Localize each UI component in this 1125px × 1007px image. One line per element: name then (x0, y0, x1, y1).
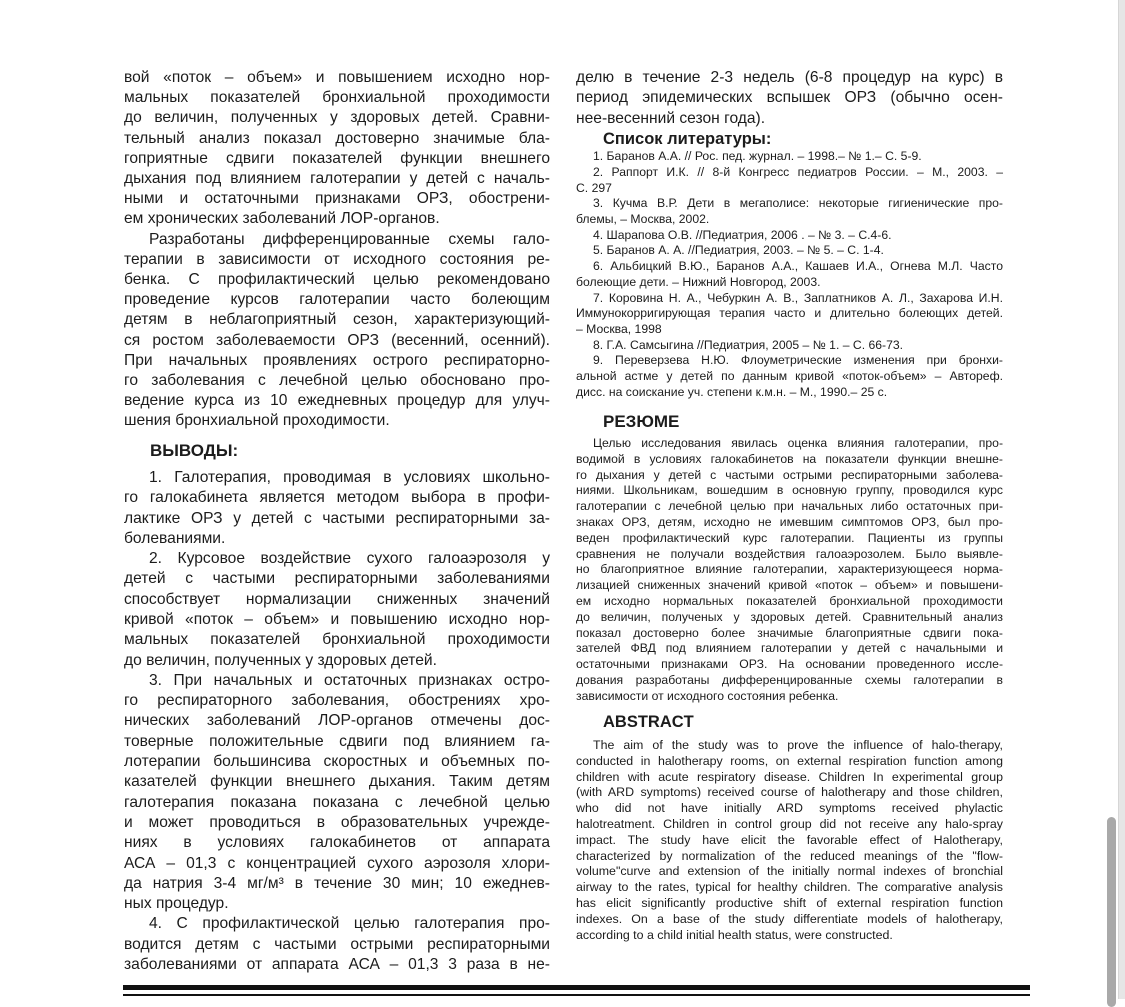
abstract-text (576, 738, 1003, 943)
references-list (576, 149, 1003, 400)
text-line: тельный анализ показал достоверно значимые бла- (124, 129, 550, 147)
text-line: has elicit significantly productive shift of external respiration function (576, 895, 1003, 910)
text-line: болеваниями. (124, 529, 226, 547)
text-line: мальных показателей бронхиальной проходимости (124, 631, 550, 649)
text-line: проведение курсов галотерапии часто болеющим (124, 291, 550, 309)
text-line: Разработаны дифференцированные схемы гало- (149, 230, 550, 248)
text-line: делю в течение 2-3 недель (6-8 процедур на курс) в (576, 68, 1003, 86)
resume-text (576, 436, 1003, 705)
right-column (576, 68, 1003, 944)
text-line: бенка. С профилактический целью рекомендовано (124, 271, 550, 289)
text-line: Целью исследования явилась оценка влияния галотерапии, про- (593, 436, 1003, 450)
text-line: Иммунокорригирующая терапия часто и длительно болеющих детей. (576, 306, 1003, 321)
text-line: го респираторного заболевания, обострениях хро- (124, 692, 550, 710)
text-line: способствует нормализации сниженных значений (124, 590, 550, 608)
text-line: The aim of the study was to prove the influence of halo-therapy, (593, 737, 1003, 752)
text-line: детей с частыми респираторными заболеваниями (124, 570, 550, 588)
text-line: гоприятные сдвиги показателей функции внешнего (124, 149, 550, 167)
text-line: impact. The study have elicit the favorable effect of Halotherapy, (576, 832, 1003, 847)
text-line: дыхания под влиянием галотерапии у детей с началь- (124, 170, 550, 188)
text-line: 3. Кучма В.Р. Дети в мегаполисе: некоторые гигиенические про- (593, 196, 1003, 211)
text-line: ниями. Школьникам, вошедшим в основную группу, проводился курс (576, 483, 1003, 498)
text-line: знаках ОРЗ, детям, исходно не имевшим симптомов ОРЗ, был про- (576, 514, 1003, 529)
text-line: who did not have initially ARD symptoms received phylactic (576, 801, 1003, 816)
text-line: 7. Коровина Н. А., Чебуркин А. В., Заплатников А. Л., Захарова И.Н. (593, 290, 1003, 305)
conclusions-list (124, 468, 550, 975)
footer-rule-thin (123, 994, 1030, 996)
text-line: С. 297 (576, 180, 612, 195)
text-line: го дыхания у детей с частыми острыми респираторными заболева- (576, 467, 1003, 482)
text-line: го галокабинета является методом выбора в профи- (124, 489, 550, 507)
scrollbar-thumb[interactable] (1107, 817, 1116, 1007)
text-line: и может проводиться в образовательных учрежде- (124, 813, 550, 831)
abstract-heading: ABSTRACT (603, 712, 694, 731)
text-line: товерные положительные сдвиги под влиянием га- (124, 732, 550, 750)
left-column (124, 68, 550, 975)
text-line: да натрия 3-4 мг/м³ в течение 30 мин; 10 ежеднев- (124, 874, 550, 892)
text-line: до величин, полученых у здоровых детей. Сравнительный анализ (576, 609, 1003, 624)
text-line: 2. Раппорт И.К. // 8-й Конгресс педиатров России. – М., 2003. – (593, 164, 1003, 179)
text-line: го заболевания с лечебной целью обосновано про- (124, 372, 550, 390)
text-line: 1. Галотерапия, проводимая в условиях школьно- (149, 468, 550, 486)
text-line: вой «поток – объем» и повышением исходно нор- (124, 69, 550, 86)
references-heading: Список литературы: (603, 130, 772, 149)
text-line: болеющие дети. – Нижний Новгород, 2003. (576, 274, 821, 289)
text-line: 2. Курсовое воздействие сухого галоаэрозоля у (149, 550, 550, 568)
text-line: (with ARD symptoms) received course of halotherapy and those children, (576, 785, 1003, 800)
text-line: остаточными признаками ОРЗ. На основании проведенного иссле- (576, 657, 1003, 672)
text-line: зависимости от исходного состояния ребенка. (576, 688, 839, 703)
text-line: airway to the rates, typical for healthy children. The comparative analysis (576, 880, 1003, 895)
text-line: мальных показателей бронхиальной проходимости (124, 89, 550, 107)
text-line: сравнения не получали воздействия галоаэрозолем. Было выявле- (576, 546, 1003, 561)
text-line: но благоприятное влияние галотерапии, характеризующееся норма- (576, 562, 1003, 577)
text-line: лактике ОРЗ у детей с частыми респираторными за- (124, 509, 550, 527)
text-line: терапии в зависимости от исходного состояния ре- (124, 250, 550, 268)
text-line: ниях в условиях галокабинетов от аппарата (124, 834, 550, 852)
text-line: ся ростом заболеваемости ОРЗ (весенний, осенний). (124, 331, 550, 349)
text-line: водится детям с частыми острыми респираторными (124, 935, 550, 953)
text-line: нее-весенний сезон года). (576, 109, 766, 127)
text-line: 4. Шарапова О.В. //Педиатрия, 2006 . – № 3. – С.4-6. (593, 227, 892, 242)
text-line: characterized by normalization of the reduced meanings of the "flow- (576, 848, 1003, 863)
text-line: 8. Г.А. Самсыгина //Педиатрия, 2005 – № 1. – С. 66-73. (593, 337, 904, 352)
text-line: альной астме у детей по данным кривой «поток-объем» – Автореф. (576, 369, 1003, 384)
text-line: галотерапии с лечебной целью при начальных либо остаточных при- (576, 499, 1003, 514)
text-line: до величин, полученных у здоровых детей. Сравни- (124, 109, 550, 127)
text-line: ведение курса из 10 ежедневных процедур для улуч- (124, 392, 550, 410)
text-line: детям в неблагоприятный сезон, характеризующий- (124, 311, 550, 329)
text-line: дисс. на соискание уч. степени к.м.н. – М., 1990.– 25 с. (576, 384, 888, 399)
window-edge (1118, 0, 1125, 999)
text-line: 3. При начальных и остаточных признаках остро- (149, 671, 550, 689)
text-line: ем хронических заболеваний ЛОР-органов. (124, 210, 440, 228)
text-line: веден профилактический курс галотерапии. Пациенты из группы (576, 530, 1003, 545)
text-line: 5. Баранов А. А. //Педиатрия, 2003. – № 5. – С. 1-4. (593, 243, 884, 258)
continuation-text (576, 68, 1003, 130)
text-line: шения бронхиальной проходимости. (124, 412, 390, 430)
text-line: ных процедур. (124, 895, 229, 913)
text-line: блемы, – Москва, 2002. (576, 212, 710, 227)
text-line: казателей функции внешнего дыхания. Таким детям (124, 773, 550, 791)
text-line: indexes. On a base of the study differentiate models of halotherapy, (576, 911, 1003, 926)
text-line: according to a child initial health status, were constructed. (576, 927, 893, 942)
text-line: halotreatment. Children in control group did not receive any halo-spray (576, 816, 1003, 831)
text-line: кривой «поток – объем» и повышению исходно нор- (124, 610, 550, 628)
conclusions-heading: ВЫВОДЫ: (150, 440, 239, 460)
text-line: АСА – 01,3 с концентрацией сухого аэрозоля хлори- (124, 854, 550, 872)
text-line: заболеваниями от аппарата АСА – 01,3 3 раза в не- (124, 956, 550, 974)
text-line: conducted in halotherapy rooms, on external respiration function among (576, 753, 1003, 768)
text-line: 6. Альбицкий В.Ю., Баранов А.А., Кашаев И.А., Огнева М.Л. Часто (593, 259, 1003, 274)
text-line: ем исходно нормальных показателей бронхиальной проходимости (576, 593, 1003, 608)
text-line: ными и остаточными признаками ОРЗ, обострени- (124, 190, 550, 208)
text-line: водимой в условиях галокабинетов на показатели функции внешне- (576, 451, 1003, 466)
text-line: нических заболеваний ЛОР-органов отмечены дос- (124, 712, 550, 730)
text-line: зателей ФВД под влиянием галотерапии у детей с начальными и (576, 641, 1003, 656)
text-line: до величин, полученных у здоровых детей. (124, 651, 437, 669)
text-line: children with acute respiratory disease. Children In experimental group (576, 769, 1003, 784)
text-line: галотерапия показана показана с лечебной целью (124, 793, 550, 811)
resume-heading: РЕЗЮМЕ (603, 411, 680, 431)
text-line: При начальных проявлениях острого респираторно- (124, 351, 550, 369)
text-line: дования разработаны дифференцированные схемы галотерапии в (576, 672, 1003, 687)
text-line: volume"curve and extension of the initially normal indexes of bronchial (576, 864, 1003, 879)
text-line: период эпидемических вспышек ОРЗ (обычно осен- (576, 89, 1003, 107)
text-line: лизацией сниженных значений кривой «поток – объем» и повышени- (576, 578, 1003, 593)
text-line: 1. Баранов А.А. // Рос. пед. журнал. – 1998.– № 1.– С. 5-9. (593, 149, 922, 164)
text-line: 4. С профилактической целью галотерапия про- (149, 915, 550, 933)
text-line: показал достоверно более значимые благоприятные сдвиги пока- (576, 625, 1003, 640)
text-line: лотерапии большинсива скоростных и объемных по- (124, 753, 550, 771)
intro-text (124, 68, 550, 432)
text-line: – Москва, 1998 (576, 321, 662, 336)
footer-rule-thick (123, 985, 1030, 990)
text-line: 9. Переверзева Н.Ю. Флоуметрические изменения при бронхи- (593, 353, 1003, 368)
